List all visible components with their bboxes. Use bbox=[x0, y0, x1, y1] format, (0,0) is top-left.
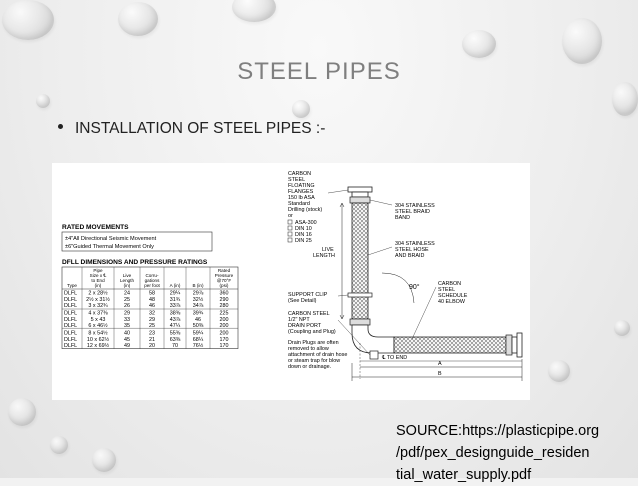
table-cell: 4 x 37⅜ bbox=[88, 310, 108, 317]
water-droplet bbox=[292, 100, 310, 118]
table-cell: 3 x 32¾ bbox=[88, 303, 108, 310]
water-droplet bbox=[36, 94, 50, 108]
table-header-cell: B (in) bbox=[192, 283, 204, 288]
water-droplet bbox=[118, 2, 158, 36]
table-cell: 68¼ bbox=[192, 336, 204, 343]
drilling-option: DIN 25 bbox=[295, 238, 312, 244]
table-header-cell: Pressure bbox=[214, 273, 234, 278]
slide-title: STEEL PIPES bbox=[237, 58, 401, 85]
table-cell: 49 bbox=[124, 343, 130, 350]
table-cell: 29¼ bbox=[169, 290, 181, 297]
drain-note: Drain Plugs are often bbox=[288, 340, 339, 346]
table-cell: 50⅜ bbox=[192, 323, 204, 330]
table-cell: DLFL bbox=[64, 310, 78, 317]
table-cell: 46 bbox=[195, 316, 201, 323]
bullet-dot-icon bbox=[58, 124, 63, 129]
table-header-cell: Type bbox=[67, 283, 77, 288]
water-droplet bbox=[614, 320, 630, 336]
water-droplet bbox=[2, 0, 54, 40]
npt-label: CARBON STEEL bbox=[288, 311, 330, 317]
flange-label: STEEL bbox=[288, 177, 306, 183]
source-line: SOURCE:https://plasticpipe.org bbox=[396, 423, 600, 439]
table-cell: 34⅞ bbox=[192, 303, 204, 310]
table-cell: DLFL bbox=[64, 330, 78, 337]
to-end-label: ℄ TO END bbox=[382, 355, 408, 361]
pipe-diagram-figure bbox=[52, 163, 530, 400]
table-cell: 5 x 43 bbox=[90, 316, 106, 323]
npt-label: 1/2" NPT bbox=[288, 317, 310, 323]
table-cell: 24 bbox=[124, 290, 130, 297]
table-cell: 225 bbox=[219, 310, 229, 317]
table-cell: 200 bbox=[219, 323, 229, 330]
dimension-b-label: B bbox=[438, 371, 442, 377]
source-line: /pdf/pex_designguide_residen bbox=[396, 445, 590, 461]
table-header-cell: Corru- bbox=[145, 273, 159, 278]
table-cell: 29⅞ bbox=[192, 290, 204, 297]
dimension-a-label: A bbox=[438, 361, 442, 367]
table-cell: 47¼ bbox=[169, 323, 181, 330]
elbow-label: SCHEDULE bbox=[438, 293, 468, 299]
water-droplet bbox=[462, 30, 496, 58]
checkbox-icon bbox=[288, 226, 292, 230]
braid-band-label: 304 STAINLESS bbox=[395, 203, 435, 209]
table-cell: DLFL bbox=[64, 316, 78, 323]
flange-label: or bbox=[288, 213, 293, 219]
flange-label: FLANGES bbox=[288, 189, 314, 195]
table-cell: DLFL bbox=[64, 303, 78, 310]
table-cell: 2 x 28½ bbox=[88, 290, 108, 297]
water-droplet bbox=[50, 436, 68, 454]
bullet-item bbox=[58, 120, 325, 138]
table-cell: 170 bbox=[219, 336, 229, 343]
hose-braid-label: 304 STAINLESS bbox=[395, 241, 435, 247]
table-cell: 32 bbox=[149, 310, 155, 317]
table-cell: 32½ bbox=[192, 296, 204, 303]
table-cell: 76½ bbox=[192, 343, 204, 350]
table-header-cell: Pipe bbox=[93, 268, 103, 273]
table-cell: 63⅜ bbox=[169, 336, 181, 343]
flange-label: 150 lb ASA bbox=[288, 195, 315, 201]
table-cell: 55⅜ bbox=[169, 330, 181, 337]
water-droplet bbox=[8, 398, 36, 426]
flange-label: FLOATING bbox=[288, 183, 315, 189]
npt-label: (Coupling and Plug) bbox=[288, 329, 336, 335]
pipe-diagram-svg bbox=[52, 163, 530, 400]
table-header-cell: Length bbox=[119, 278, 135, 283]
hose-braid-label: AND BRAID bbox=[395, 253, 425, 259]
table-header-cell: (psi) bbox=[219, 283, 229, 288]
table-cell: DLFL bbox=[64, 343, 78, 350]
drilling-option: ASA-300 bbox=[295, 220, 317, 226]
table-cell: 25 bbox=[149, 323, 155, 330]
table-cell: 59¼ bbox=[192, 330, 204, 337]
pipe-drawing bbox=[328, 187, 522, 381]
table-header-cell: (in) bbox=[94, 283, 102, 288]
braid-band-label: STEEL BRAID bbox=[395, 209, 430, 215]
table-header-cell: (in) bbox=[123, 283, 131, 288]
table-header-cell: A (in) bbox=[169, 283, 181, 288]
water-droplet bbox=[92, 448, 116, 472]
rated-movements-heading: RATED MOVEMENTS bbox=[62, 224, 129, 231]
table-cell: 200 bbox=[219, 330, 229, 337]
bullet-text: INSTALLATION OF STEEL PIPES :- bbox=[75, 120, 326, 137]
drain-note: removed to allow bbox=[288, 346, 329, 352]
source-citation bbox=[396, 420, 632, 486]
support-clip-label: SUPPORT CLIP bbox=[288, 292, 328, 298]
flange-label: Drilling (stock) bbox=[288, 207, 323, 213]
hose-braid-label: STEEL HOSE bbox=[395, 247, 429, 253]
table-cell: 6 x 46½ bbox=[88, 323, 108, 330]
table-cell: 35 bbox=[124, 323, 130, 330]
table-header-cell: Live bbox=[122, 273, 132, 278]
dimensions-table bbox=[62, 267, 238, 349]
table-cell: 45 bbox=[124, 336, 130, 343]
table-cell: 43⅞ bbox=[169, 316, 181, 323]
checkbox-icon bbox=[288, 220, 292, 224]
drilling-option: DIN 16 bbox=[295, 232, 312, 238]
table-header-cell: per foot bbox=[144, 283, 160, 288]
table-cell: 31¾ bbox=[169, 296, 181, 303]
table-cell: 48 bbox=[149, 296, 155, 303]
npt-label: DRAIN PORT bbox=[288, 323, 322, 329]
live-length-label: LIVE bbox=[322, 247, 334, 253]
table-cell: 200 bbox=[219, 316, 229, 323]
table-cell: 58 bbox=[149, 290, 155, 297]
rated-movement-item: ±4"All Directional Seismic Movement bbox=[65, 236, 157, 242]
table-cell: 26 bbox=[124, 303, 130, 310]
drilling-option: DIN 10 bbox=[295, 226, 312, 232]
table-cell: 33 bbox=[124, 316, 130, 323]
flange-label: CARBON bbox=[288, 171, 312, 177]
table-header-cell: to End bbox=[91, 278, 105, 283]
table-cell: 70 bbox=[172, 343, 178, 350]
table-cell: 29 bbox=[124, 310, 130, 317]
water-droplet bbox=[548, 360, 570, 382]
table-cell: 38⅜ bbox=[169, 310, 181, 317]
table-cell: 21 bbox=[149, 336, 155, 343]
table-cell: 2½ x 31½ bbox=[86, 296, 110, 303]
table-cell: 39¾ bbox=[192, 310, 204, 317]
table-cell: 23 bbox=[149, 330, 155, 337]
table-cell: 360 bbox=[219, 290, 229, 297]
drain-note: or steam trap for blow bbox=[288, 358, 341, 364]
elbow-label: STEEL bbox=[438, 287, 456, 293]
table-cell: 46 bbox=[149, 303, 155, 310]
table-cell: 33⅞ bbox=[169, 303, 181, 310]
elbow-label: CARBON bbox=[438, 281, 462, 287]
support-clip-label: (See Detail) bbox=[288, 298, 317, 304]
table-cell: 10 x 62½ bbox=[86, 336, 110, 343]
table-cell: 40 bbox=[124, 330, 130, 337]
table-cell: DLFL bbox=[64, 290, 78, 297]
table-header-cell: Size x ℄ bbox=[89, 273, 107, 278]
table-heading: DFLL DIMENSIONS AND PRESSURE RATINGS bbox=[62, 259, 208, 266]
flange-label: Standard bbox=[288, 201, 310, 207]
table-cell: 20 bbox=[149, 343, 155, 350]
table-header-cell: gations bbox=[144, 278, 160, 283]
checkbox-icon bbox=[288, 232, 292, 236]
table-cell: DLFL bbox=[64, 323, 78, 330]
table-cell: 29 bbox=[149, 316, 155, 323]
table-cell: 280 bbox=[219, 303, 229, 310]
table-cell: DLFL bbox=[64, 296, 78, 303]
live-length-label: LENGTH bbox=[313, 253, 335, 259]
table-cell: 25 bbox=[124, 296, 130, 303]
drain-note: attachment of drain hose bbox=[288, 352, 348, 358]
table-cell: DLFL bbox=[64, 336, 78, 343]
table-header-cell: Rated bbox=[217, 268, 231, 273]
water-droplet bbox=[612, 82, 638, 116]
table-cell: 8 x 54½ bbox=[88, 330, 108, 337]
source-line: tial_water_supply.pdf bbox=[396, 467, 532, 483]
table-cell: 170 bbox=[219, 343, 229, 350]
elbow-label: 40 ELBOW bbox=[438, 299, 465, 305]
checkbox-icon bbox=[288, 238, 292, 242]
table-cell: 290 bbox=[219, 296, 229, 303]
table-cell: 12 x 69½ bbox=[86, 343, 110, 350]
rated-movement-item: ±6"Guided Thermal Movement Only bbox=[65, 244, 154, 250]
table-header-cell: @70°F bbox=[216, 278, 232, 283]
angle-label: 90° bbox=[409, 284, 420, 291]
braid-band-label: BAND bbox=[395, 215, 410, 221]
drain-note: down or drainage. bbox=[288, 364, 332, 370]
